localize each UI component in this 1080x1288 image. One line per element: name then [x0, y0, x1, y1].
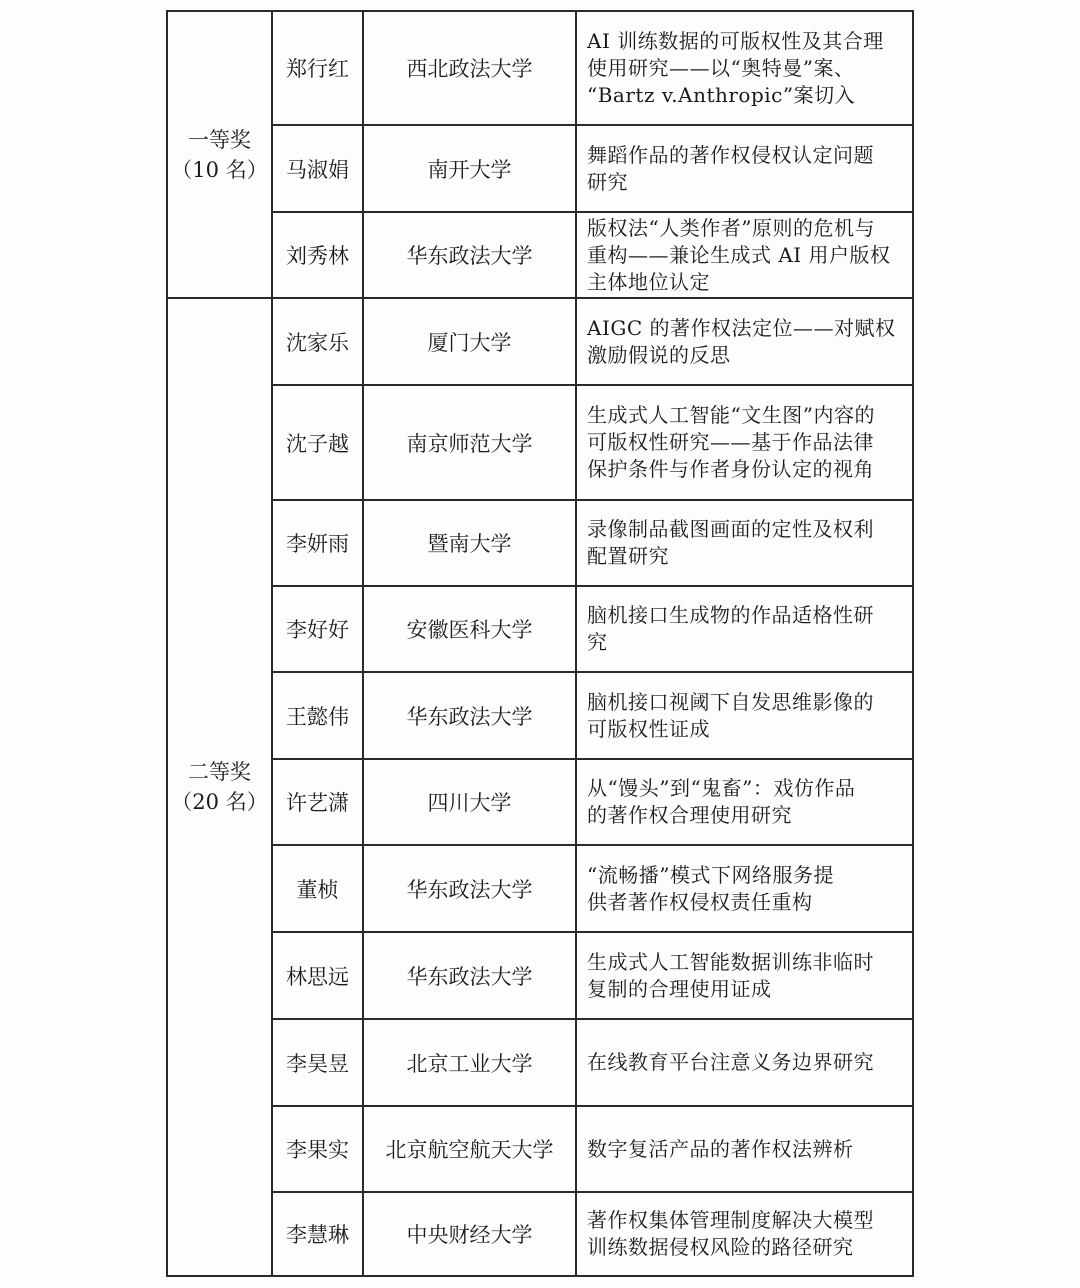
award-list-table: [166, 10, 914, 1277]
winner-name: 沈家乐: [272, 298, 363, 385]
award-level-count: （20 名）: [171, 790, 268, 814]
winner-name: 王懿伟: [272, 672, 363, 759]
table-row: [167, 212, 913, 298]
table-row: [167, 932, 913, 1019]
table-row: [167, 298, 913, 385]
paper-title-cell: [576, 586, 913, 672]
winner-name: 马淑娟: [272, 125, 363, 212]
winner-name: 郑行红: [272, 11, 363, 125]
paper-title-cell: [576, 385, 913, 500]
award-level-cell: [167, 11, 272, 298]
winner-school: 华东政法大学: [363, 212, 576, 298]
paper-title-cell: [576, 500, 913, 586]
paper-title-cell: [576, 845, 913, 932]
paper-title-cell: [576, 1019, 913, 1106]
winner-school: 厦门大学: [363, 298, 576, 385]
table-row: [167, 1192, 913, 1276]
paper-title: 版权法“人类作者”原则的危机与 重构——兼论生成式 AI 用户版权 主体地位认定: [587, 215, 891, 294]
paper-title-cell: [576, 298, 913, 385]
paper-title: AIGC 的著作权法定位——对赋权 激励假说的反思: [587, 315, 896, 367]
winner-name: 林思远: [272, 932, 363, 1019]
paper-title-cell: [576, 212, 913, 298]
winner-school: 暨南大学: [363, 500, 576, 586]
winner-school: 华东政法大学: [363, 672, 576, 759]
paper-title: 著作权集体管理制度解决大模型 训练数据侵权风险的路径研究: [587, 1208, 874, 1259]
table-row: [167, 11, 913, 125]
paper-title: 脑机接口视阈下自发思维影像的 可版权性证成: [587, 689, 874, 741]
award-level-label: 二等奖: [188, 760, 251, 784]
paper-title: 生成式人工智能数据训练非临时 复制的合理使用证成: [587, 949, 874, 1001]
paper-title: 生成式人工智能“文生图”内容的 可版权性研究——基于作品法律 保护条件与作者身份认定的视角: [587, 403, 875, 481]
paper-title-cell: [576, 125, 913, 212]
table-row: [167, 1019, 913, 1106]
table-row: [167, 385, 913, 500]
paper-title: 脑机接口生成物的作品适格性研 究: [587, 603, 874, 654]
winner-school: 北京工业大学: [363, 1019, 576, 1106]
winner-school: 南京师范大学: [363, 385, 576, 500]
paper-title-cell: [576, 759, 913, 845]
paper-title-cell: [576, 1192, 913, 1276]
paper-title: 从“馒头”到“鬼畜”：戏仿作品 的著作权合理使用研究: [587, 776, 856, 827]
award-level-cell: [167, 298, 272, 1276]
winner-name: 沈子越: [272, 385, 363, 500]
paper-title: “流畅播”模式下网络服务提 供者著作权侵权责任重构: [587, 862, 834, 914]
table-row: [167, 1106, 913, 1192]
paper-title: AI 训练数据的可版权性及其合理 使用研究——以“奥特曼”案、 “Bartz v.Anthropic”案切入: [587, 28, 884, 107]
winner-name: 李慧琳: [272, 1192, 363, 1276]
winner-school: 南开大学: [363, 125, 576, 212]
winner-name: 许艺潇: [272, 759, 363, 845]
winner-school: 华东政法大学: [363, 845, 576, 932]
paper-title: 录像制品截图画面的定性及权利 配置研究: [587, 517, 874, 568]
winner-school: 华东政法大学: [363, 932, 576, 1019]
winner-school: 西北政法大学: [363, 11, 576, 125]
winner-name: 董桢: [272, 845, 363, 932]
winner-name: 刘秀林: [272, 212, 363, 298]
winner-school: 安徽医科大学: [363, 586, 576, 672]
winner-school: 中央财经大学: [363, 1192, 576, 1276]
table-row: [167, 672, 913, 759]
table-row: [167, 500, 913, 586]
table-row: [167, 586, 913, 672]
winner-name: 李果实: [272, 1106, 363, 1192]
table-row: [167, 759, 913, 845]
paper-title-cell: [576, 932, 913, 1019]
award-level-label: 一等奖: [188, 127, 251, 152]
winner-name: 李妍雨: [272, 500, 363, 586]
paper-title-cell: [576, 672, 913, 759]
paper-title-cell: [576, 1106, 913, 1192]
winner-name: 李昊昱: [272, 1019, 363, 1106]
paper-title: 数字复活产品的著作权法辨析: [587, 1136, 854, 1161]
award-level-count: （10 名）: [171, 157, 268, 182]
winner-school: 北京航空航天大学: [363, 1106, 576, 1192]
table-row: [167, 125, 913, 212]
winner-school: 四川大学: [363, 759, 576, 845]
paper-title: 在线教育平台注意义务边界研究: [587, 1050, 874, 1074]
paper-title: 舞蹈作品的著作权侵权认定问题 研究: [587, 142, 874, 194]
paper-title-cell: [576, 11, 913, 125]
table-row: [167, 845, 913, 932]
winner-name: 李好好: [272, 586, 363, 672]
